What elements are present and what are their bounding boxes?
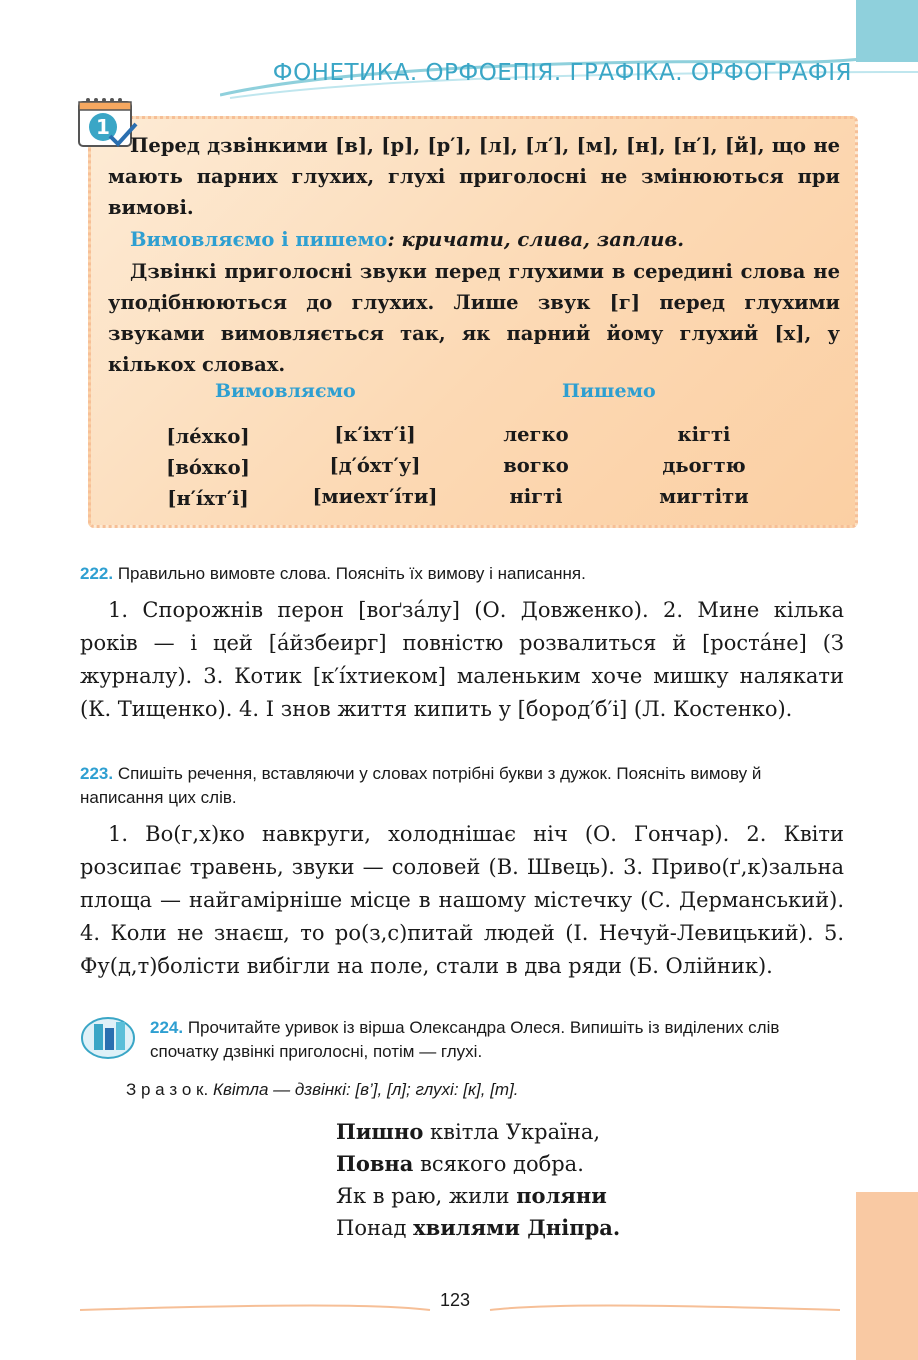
rule-paragraph-2: Вимовляємо і пишемо: кричати, слива, заплив.: [130, 228, 685, 251]
task-222-text: 1. Спорожнів перон [воґза́лу] (О. Довженко). 2. Мине кілька років — і цей [а́йзбеирг] повністю розвалиться й [роста́не] (З журналу). 3. Котик [к′і́хтиеком] маленьким хоче мишку налякати (К. Тищенко). 4. І знов життя кипить у [бород′б′і] (Л. Костенко).: [80, 598, 844, 721]
table-cell: легко: [503, 423, 569, 446]
rule-paragraph-1: Перед дзвінкими [в], [р], [р′], [л], [л′], [м], [н], [н′], [й], що не мають парних глухих, глухі приголосні не змінюються при вимові.: [108, 134, 840, 219]
table-cell: [во́хко]: [166, 456, 250, 479]
rule-example-label: Вимовляємо і пишемо: [130, 228, 388, 251]
rule-paragraph-3: Дзвінкі приголосні звуки перед глухими в середині слова не уподібнюються до глухих. Лише звук [г] перед глухими звуками вимовляється так, як парний йому глухий [х], у кількох словах.: [108, 260, 840, 376]
table-cell: [к′іхт′і]: [334, 423, 416, 446]
table-cell: кігті: [677, 423, 731, 446]
table-cell: дьогтю: [662, 454, 746, 477]
task-224-header: 224. Прочитайте уривок із вірша Олександра Олеся. Випишіть із виділених слів спочатку дзвінкі приголосні, потім — глухі.: [150, 1018, 780, 1061]
table-head-write: Пишемо: [562, 380, 656, 402]
table-cell: [н′і́хт′і]: [167, 487, 249, 510]
corner-decoration-bottom: [856, 1192, 918, 1360]
table-head-pronounce: Вимовляємо: [215, 380, 356, 402]
table-cell: [д′о́хт′у]: [329, 454, 421, 477]
poem-line-2: Повна всякого добра.: [336, 1151, 584, 1176]
poem: [336, 1116, 620, 1244]
table-cell: [миехт′і́ти]: [312, 485, 438, 508]
poem-line-1: Пишно квітла Україна,: [336, 1119, 601, 1144]
page-number: 123: [440, 1290, 471, 1310]
section-title: ФОНЕТИКА. ОРФОЕПІЯ. ГРАФІКА. ОРФОГРАФІЯ: [272, 60, 852, 86]
books-icon: [80, 1012, 144, 1060]
task-222-header: 222. Правильно вимовте слова. Поясніть їх вимову і написання.: [80, 564, 586, 583]
task-223-text: 1. Во(г,х)ко навкруги, холоднішає ніч (О. Гончар). 2. Квіти розсипає травень, звуки — соловей (В. Швець). 3. Приво(ґ,к)зальна площа — найгамірніше місце в нашому містечку (С. Дерманський). 4. Коли не знаєш, то ро(з,с)питай людей (І. Нечуй-Левицький). 5. Фу(д,т)болісти вибігли на поле, стали в два ряди (Б. Олійник).: [80, 822, 844, 978]
table-cell: нігті: [509, 485, 563, 508]
rule-icon-number: 1: [96, 115, 110, 139]
table-cell: [ле́хко]: [166, 425, 250, 448]
task-223-header: 223. Спишіть речення, вставляючи у словах потрібні букви з дужок. Поясніть вимову й написання цих слів.: [80, 764, 762, 807]
poem-line-4: Понад хвилями Дніпра.: [336, 1215, 621, 1240]
table-cell: вогко: [503, 454, 569, 477]
sample: З р а з о к. Квітла — дзвінкі: [в’], [л]; глухі: [к], [т].: [126, 1080, 519, 1099]
poem-line-3: Як в раю, жили поляни: [336, 1183, 607, 1208]
table-cell: мигтіти: [659, 485, 749, 508]
